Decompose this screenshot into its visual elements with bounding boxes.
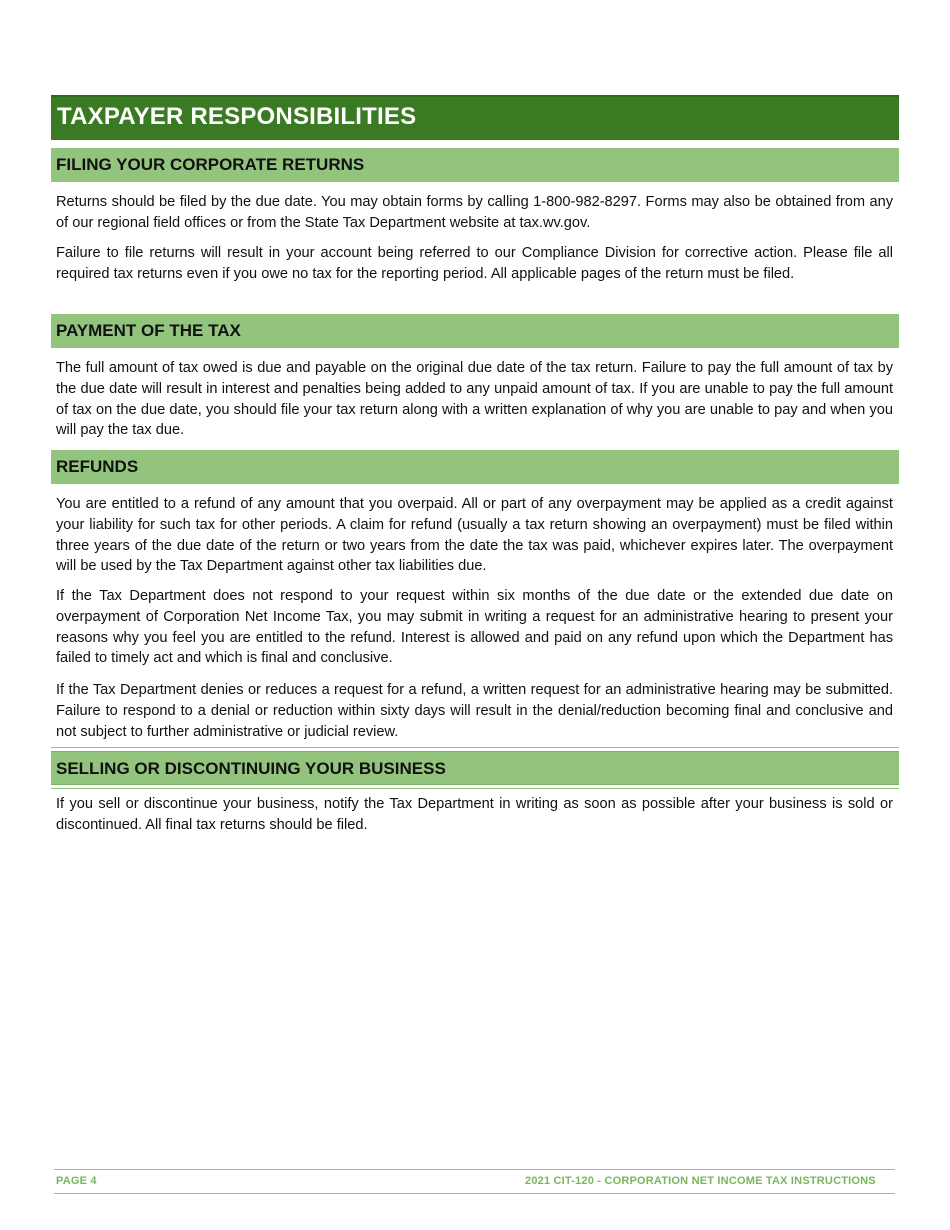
paragraph-selling-1: If you sell or discontinue your business, notify the Tax Department in writing as soon as possible after your business is sold or discontinued. All final tax returns should be filed. [56,796,893,833]
paragraph-filing-2: Failure to file returns will result in your account being referred to our Compliance Division for corrective action. Please file all required tax returns even if you owe no tax for the reporting period. All applicable pages of the return must be filed. [56,245,893,282]
section-heading-filing: FILING YOUR CORPORATE RETURNS [56,155,365,174]
section-header-payment [51,314,899,348]
page-title: TAXPAYER RESPONSIBILITIES [57,103,417,130]
section-heading-selling: SELLING OR DISCONTINUING YOUR BUSINESS [56,759,446,778]
paragraph-filing-1: Returns should be filed by the due date. You may obtain forms by calling 1-800-982-8297. Forms may also be obtained from any of our regional field offices or from the State Tax Department website at tax.wv.gov. [56,194,893,231]
section-heading-refunds: REFUNDS [56,457,139,476]
footer-bottom-rule [54,1193,895,1194]
footer-page-number: PAGE 4 [56,1175,97,1187]
paragraph-payment-1: The full amount of tax owed is due and payable on the original due date of the tax return. Failure to pay the full amount of tax by the due date will result in interest and penalties being added to any unpaid amount of tax. If you are unable to pay the full amount of tax on the due date, you should file your tax return along with a written explanation of why you are unable to pay and when you will pay the tax due. [56,360,893,439]
page-title-banner [51,95,899,140]
section-heading-payment: PAYMENT OF THE TAX [56,321,241,340]
section-header-selling [51,751,899,785]
paragraph-refunds-3: If the Tax Department denies or reduces a request for a refund, a written request for an administrative hearing may be submitted. Failure to respond to a denial or reduction within sixty days will result in the denial/reduction becoming final and conclusive and not subject to further administrative or judicial review. [56,682,893,740]
section-header-filing [51,148,899,182]
footer-document-title: 2021 CIT-120 - CORPORATION NET INCOME TAX INSTRUCTIONS [525,1175,876,1187]
section-header-refunds [51,450,899,484]
paragraph-refunds-1: You are entitled to a refund of any amount that you overpaid. All or part of any overpayment may be applied as a credit against your liability for such tax for other periods. A claim for refund (usually a tax return showing an overpayment) must be filed within three years of the due date of the return or two years from the date the tax was paid, whichever expires later. The overpayment will be used by the Tax Department against other tax liabilities due. [56,496,893,575]
paragraph-refunds-2: If the Tax Department does not respond to your request within six months of the due date or the extended due date on overpayment of Corporation Net Income Tax, you may submit in writing a request for an administrative hearing to present your reasons why you feel you are entitled to the refund. Interest is allowed and paid on any refund upon which the Department has failed to timely act and which is final and conclusive. [56,588,893,667]
footer-top-rule [54,1169,895,1170]
